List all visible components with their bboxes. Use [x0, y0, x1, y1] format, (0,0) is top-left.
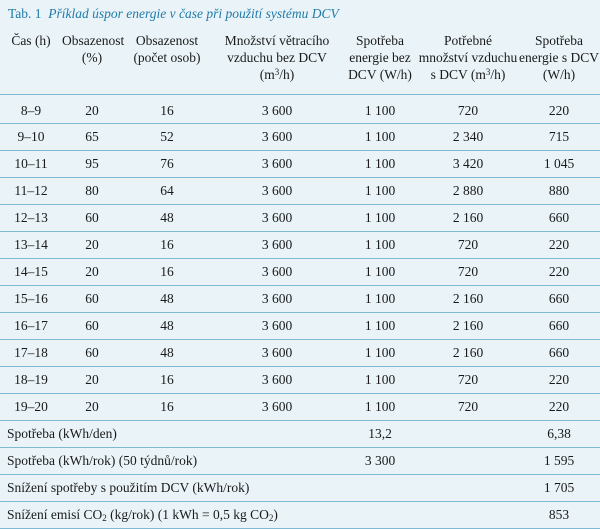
cell-energy-with-dcv: 660: [518, 339, 600, 366]
summary-row-yearly: [0, 447, 600, 474]
summary-value-reduction: 1 705: [518, 474, 600, 501]
cell-air-without-dcv: 3 600: [212, 285, 342, 312]
cell-time: 10–11: [0, 150, 62, 177]
cell-energy-without-dcv: 1 100: [342, 94, 418, 123]
cell-time: 15–16: [0, 285, 62, 312]
cell-energy-without-dcv: 1 100: [342, 231, 418, 258]
cell-air-with-dcv: 3 420: [418, 150, 518, 177]
cell-energy-without-dcv: 1 100: [342, 339, 418, 366]
header-energy-with-dcv: Spotřeba energie s DCV (W/h): [518, 30, 600, 94]
cell-occupancy-persons: 48: [122, 312, 212, 339]
cell-air-with-dcv: 2 160: [418, 285, 518, 312]
cell-energy-with-dcv: 220: [518, 94, 600, 123]
header-time: Čas (h): [0, 30, 62, 94]
summary-row-daily: [0, 420, 600, 447]
cell-air-without-dcv: 3 600: [212, 258, 342, 285]
cell-energy-with-dcv: 220: [518, 393, 600, 420]
cell-air-without-dcv: 3 600: [212, 393, 342, 420]
cell-energy-with-dcv: 220: [518, 231, 600, 258]
cell-energy-without-dcv: 1 100: [342, 366, 418, 393]
cell-air-with-dcv: 720: [418, 258, 518, 285]
cell-occupancy-percent: 60: [62, 339, 122, 366]
cell-occupancy-percent: 20: [62, 231, 122, 258]
cell-time: 9–10: [0, 123, 62, 150]
cell-occupancy-persons: 52: [122, 123, 212, 150]
table-row: [0, 339, 600, 366]
cell-energy-with-dcv: 220: [518, 258, 600, 285]
cell-air-without-dcv: 3 600: [212, 150, 342, 177]
header-air-without-dcv: Množství větracího vzduchu bez DCV $(m^3/h)$: [212, 30, 342, 94]
header-row: [0, 30, 600, 94]
cell-air-without-dcv: 3 600: [212, 312, 342, 339]
cell-energy-without-dcv: 1 100: [342, 177, 418, 204]
cell-air-without-dcv: 3 600: [212, 204, 342, 231]
cell-energy-without-dcv: 1 100: [342, 312, 418, 339]
cell-energy-with-dcv: 660: [518, 312, 600, 339]
summary-label: Snížení spotřeby s použitím DCV (kWh/rok): [0, 474, 518, 501]
table-row: [0, 150, 600, 177]
cell-air-with-dcv: 720: [418, 393, 518, 420]
cell-energy-without-dcv: 1 100: [342, 204, 418, 231]
cell-occupancy-persons: 16: [122, 258, 212, 285]
summary-value-without-dcv: 13,2: [342, 420, 418, 447]
table-row: [0, 393, 600, 420]
summary-label: Snížení emisí $CO_2$ (kg/rok) (1 kWh = 0,5 kg $CO_2$): [0, 501, 518, 528]
caption-title: Příklad úspor energie v čase při použití systému DCV: [48, 6, 339, 21]
cell-time: 18–19: [0, 366, 62, 393]
cell-time: 13–14: [0, 231, 62, 258]
table-row: [0, 94, 600, 123]
cell-energy-without-dcv: 1 100: [342, 150, 418, 177]
cell-occupancy-percent: 95: [62, 150, 122, 177]
table-row: [0, 285, 600, 312]
cell-air-without-dcv: 3 600: [212, 177, 342, 204]
cell-occupancy-percent: 20: [62, 94, 122, 123]
table-row: [0, 177, 600, 204]
table-row: [0, 258, 600, 285]
cell-air-without-dcv: 3 600: [212, 366, 342, 393]
cell-energy-without-dcv: 1 100: [342, 123, 418, 150]
cell-occupancy-persons: 48: [122, 285, 212, 312]
cell-time: 19–20: [0, 393, 62, 420]
cell-energy-with-dcv: 880: [518, 177, 600, 204]
cell-occupancy-percent: 60: [62, 204, 122, 231]
cell-energy-with-dcv: 660: [518, 285, 600, 312]
cell-time: 12–13: [0, 204, 62, 231]
cell-time: 14–15: [0, 258, 62, 285]
cell-occupancy-percent: 20: [62, 258, 122, 285]
cell-occupancy-persons: 16: [122, 393, 212, 420]
cell-occupancy-persons: 16: [122, 366, 212, 393]
cell-occupancy-percent: 65: [62, 123, 122, 150]
summary-value-without-dcv: 3 300: [342, 447, 418, 474]
header-occupancy-percent: Obsazenost (%): [62, 30, 122, 94]
header-air-with-dcv: Potřebné množství vzduchu s DCV $(m^3/h)$: [418, 30, 518, 94]
summary-value-with-dcv: 6,38: [518, 420, 600, 447]
cell-occupancy-percent: 60: [62, 285, 122, 312]
cell-energy-with-dcv: 1 045: [518, 150, 600, 177]
cell-time: 16–17: [0, 312, 62, 339]
cell-occupancy-percent: 20: [62, 393, 122, 420]
summary-value-emissions: 853: [518, 501, 600, 528]
cell-air-without-dcv: 3 600: [212, 123, 342, 150]
cell-energy-with-dcv: 715: [518, 123, 600, 150]
summary-label: Spotřeba (kWh/rok) (50 týdnů/rok): [0, 447, 342, 474]
cell-time: 11–12: [0, 177, 62, 204]
table-row: [0, 204, 600, 231]
header-energy-without-dcv: Spotřeba energie bez DCV (W/h): [342, 30, 418, 94]
cell-occupancy-percent: 80: [62, 177, 122, 204]
table-row: [0, 123, 600, 150]
cell-air-with-dcv: 2 160: [418, 339, 518, 366]
cell-occupancy-persons: 64: [122, 177, 212, 204]
cell-energy-with-dcv: 220: [518, 366, 600, 393]
cell-energy-with-dcv: 660: [518, 204, 600, 231]
cell-occupancy-persons: 16: [122, 231, 212, 258]
cell-energy-without-dcv: 1 100: [342, 258, 418, 285]
cell-occupancy-persons: 48: [122, 339, 212, 366]
cell-energy-without-dcv: 1 100: [342, 393, 418, 420]
cell-energy-without-dcv: 1 100: [342, 285, 418, 312]
cell-time: 17–18: [0, 339, 62, 366]
cell-occupancy-percent: 60: [62, 312, 122, 339]
cell-air-with-dcv: 2 160: [418, 204, 518, 231]
cell-time: 8–9: [0, 94, 62, 123]
cell-occupancy-percent: 20: [62, 366, 122, 393]
cell-air-with-dcv: 2 160: [418, 312, 518, 339]
summary-value-with-dcv: 1 595: [518, 447, 600, 474]
cell-air-with-dcv: 2 340: [418, 123, 518, 150]
cell-air-with-dcv: 720: [418, 366, 518, 393]
summary-label: Spotřeba (kWh/den): [0, 420, 342, 447]
table-row: [0, 366, 600, 393]
cell-air-with-dcv: 2 880: [418, 177, 518, 204]
table-row: [0, 312, 600, 339]
caption-prefix: Tab. 1: [8, 6, 42, 21]
cell-air-with-dcv: 720: [418, 94, 518, 123]
cell-air-without-dcv: 3 600: [212, 231, 342, 258]
cell-air-with-dcv: 720: [418, 231, 518, 258]
table-row: [0, 231, 600, 258]
summary-row-emissions: [0, 501, 600, 528]
dcv-savings-table: [0, 30, 600, 529]
cell-air-without-dcv: 3 600: [212, 339, 342, 366]
table-caption: [8, 6, 339, 22]
cell-occupancy-persons: 16: [122, 94, 212, 123]
summary-row-reduction: [0, 474, 600, 501]
cell-occupancy-persons: 76: [122, 150, 212, 177]
cell-occupancy-persons: 48: [122, 204, 212, 231]
cell-air-without-dcv: 3 600: [212, 94, 342, 123]
header-occupancy-persons: Obsazenost (počet osob): [122, 30, 212, 94]
